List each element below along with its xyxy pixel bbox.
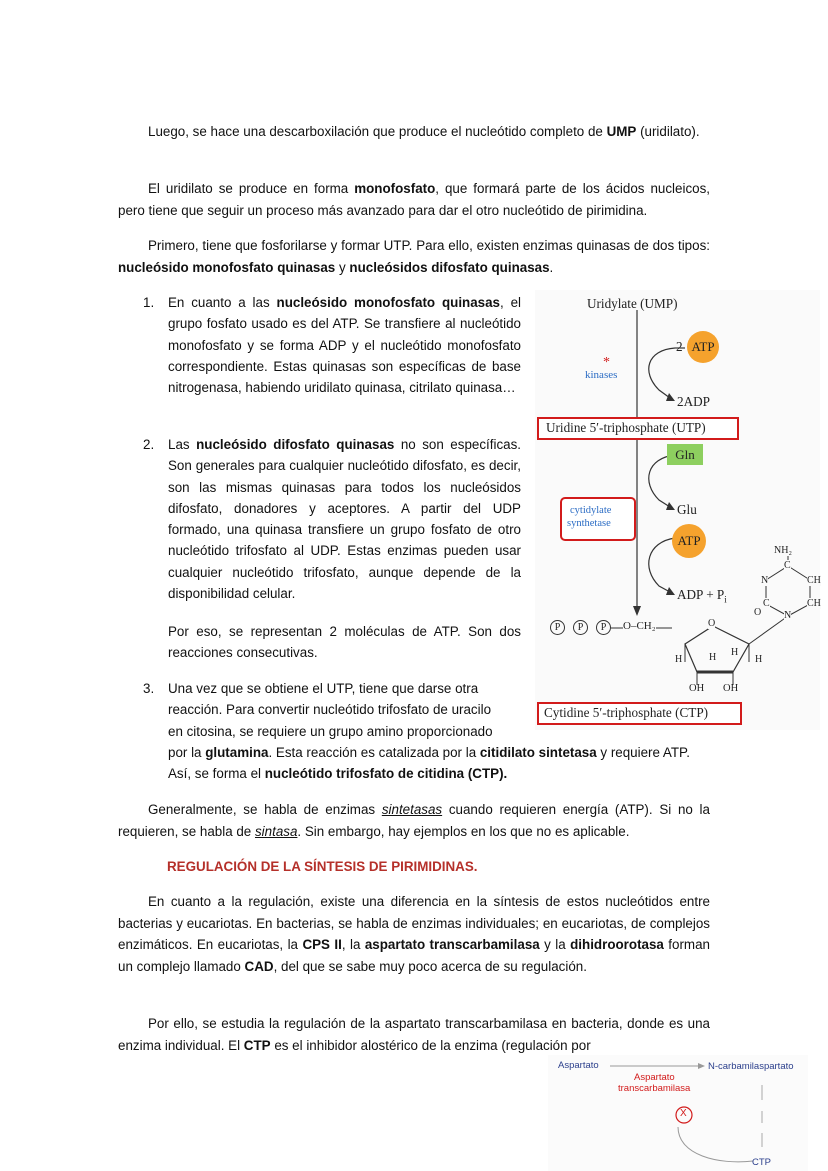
paragraph-ctp-inhibidor: Por ello, se estudia la regulación de la aspartato transcarbamilasa en bacteria, donde es una enzima individual. El CTP es el inhibidor alostérico de la enzima (regulación por <box>118 1016 710 1053</box>
list-number: 1. <box>143 295 155 310</box>
glu-label: Glu <box>677 502 697 517</box>
phosphate-2: P <box>573 620 588 635</box>
list-item-1: 1. En cuanto a las nucleósido monofosfato quinasas, el grupo fosfato usado es del ATP. Se transfiere al nucleótido monofosfato y se forma ADP y el nucleótido monofosfato correspondiente. Estas quinasas son específicas de base nitrogenasa, habiendo uridilato quinasa, citrilato quinasa… <box>143 292 521 398</box>
phosphate-1: P <box>550 620 565 635</box>
list-item-2: 2. Las nucleósido difosfato quinasas no son específicas. Son generales para cualquier nucleótido difosfato, es decir, son las mismas quinasas para todos los nucleósidos difosfato, donadores y aceptores. A partir del UDP formado, una quinasa transfiere un grupo fosfato de otro nucleótido trifosfato al UDP. Estas enzimas pueden usar cualquier nucleótido trifosfato, aunque depende de la disponibilidad celular. <box>143 434 521 604</box>
list-number: 2. <box>143 437 155 452</box>
ctp-box <box>537 702 742 725</box>
paragraph-ump: Luego, se hace una descarboxilación que produce el nucleótido completo de UMP (uridilato). <box>148 124 700 139</box>
atp-circle-1: ATP <box>687 331 719 363</box>
atp-count: 2 <box>676 339 683 354</box>
h-label-2: H <box>709 652 717 663</box>
h-label-4: H <box>675 654 683 665</box>
star-marker: * <box>603 355 610 370</box>
ctp-label: Cytidine 5′-triphosphate (CTP) <box>544 705 709 720</box>
list-item-3-tail: por la glutamina. Esta reacción es catalizada por la citidilato sintetasa y requiere ATP. Así, se forma el nucleótido trifosfato de citidina (CTP). <box>168 745 690 782</box>
enzyme-label-line1: Aspartato <box>634 1072 675 1083</box>
enzyme-label-line2: transcarbamilasa <box>618 1083 691 1094</box>
list-item-3: 3. Una vez que se obtiene el UTP, tiene que darse otra reacción. Para convertir nucleótido trifosfato de uracilo en citosina, se requiere un grupo amino proporcionado <box>143 678 521 742</box>
kinases-label: kinases <box>585 369 618 381</box>
base-c-1: C <box>784 560 791 571</box>
list-item-2-continuation: Por eso, se representan 2 moléculas de ATP. Son dos reacciones consecutivas. <box>168 624 521 661</box>
section-heading: REGULACIÓN DE LA SÍNTESIS DE PIRIMIDINAS. <box>167 859 478 874</box>
base-c-2: C <box>763 598 770 609</box>
base-oxygen: O <box>754 607 762 618</box>
uridylate-label: Uridylate (UMP) <box>587 296 678 311</box>
base-n-1: N <box>761 575 769 586</box>
cytidylate-synthetase-box <box>560 497 636 541</box>
phosphate-3: P <box>596 620 611 635</box>
inhibition-x-icon: X <box>680 1108 687 1119</box>
h-label-1: H <box>731 647 739 658</box>
ring-oxygen: O <box>708 618 716 629</box>
adp-pi-label: ADP + $P_i$ <box>677 587 727 605</box>
nh2-label: NH₂ <box>774 545 792 556</box>
base-ch-2: CH <box>807 598 821 609</box>
pyrimidine-pathway-figure <box>535 290 820 730</box>
synthetase-label: synthetase <box>567 518 611 529</box>
gln-box: Gln <box>667 444 703 465</box>
oh-label-1: OH <box>689 683 705 694</box>
paragraph-regulacion: En cuanto a la regulación, existe una diferencia en la síntesis de estos nucleótidos entre bacterias y eucariotas. En bacterias, se habla de enzimas individuales; en eucariotas, de complejos enzimáticos. En eucariotas, la CPS II, la aspartato transcarbamilasa y la dihidroorotasa forman un complejo llamado CAD, del que se sabe muy poco acerca de su regulación. <box>118 894 710 974</box>
paragraph-quinasas: Primero, tiene que fosforilarse y formar UTP. Para ello, existen enzimas quinasas de dos tipos: nucleósido monofosfato quinasas y nucleósidos difosfato quinasas. <box>118 238 710 275</box>
adp-label: 2ADP <box>677 394 710 409</box>
cytidylate-label: cytidylate <box>570 505 612 516</box>
aspartate-regulation-figure <box>548 1055 808 1171</box>
utp-box <box>537 417 739 440</box>
aspartato-label: Aspartato <box>558 1060 599 1071</box>
ch2-label: O–CH₂ <box>623 620 656 632</box>
regulation-arrows <box>548 1055 808 1171</box>
base-ch-1: CH <box>807 575 821 586</box>
ctp-label: CTP <box>752 1157 771 1168</box>
list-number: 3. <box>143 681 155 696</box>
n-carbamilaspartato-label: N-carbamilaspartato <box>708 1061 794 1072</box>
oh-label-2: OH <box>723 683 739 694</box>
base-n-2: N <box>784 610 792 621</box>
h-label-3: H <box>755 654 763 665</box>
atp-circle-2: ATP <box>672 524 706 558</box>
paragraph-sintetasas: Generalmente, se habla de enzimas sintetasas cuando requieren energía (ATP). Si no la requieren, se habla de sintasa. Sin embargo, hay ejemplos en los que no es aplicable. <box>118 802 710 839</box>
utp-label: Uridine 5′-triphosphate (UTP) <box>546 420 706 435</box>
paragraph-uridilato: El uridilato se produce en forma monofosfato, que formará parte de los ácidos nucleicos, pero tiene que seguir un proceso más avanzado para dar el otro nucleótido de pirimidina. <box>118 181 710 218</box>
